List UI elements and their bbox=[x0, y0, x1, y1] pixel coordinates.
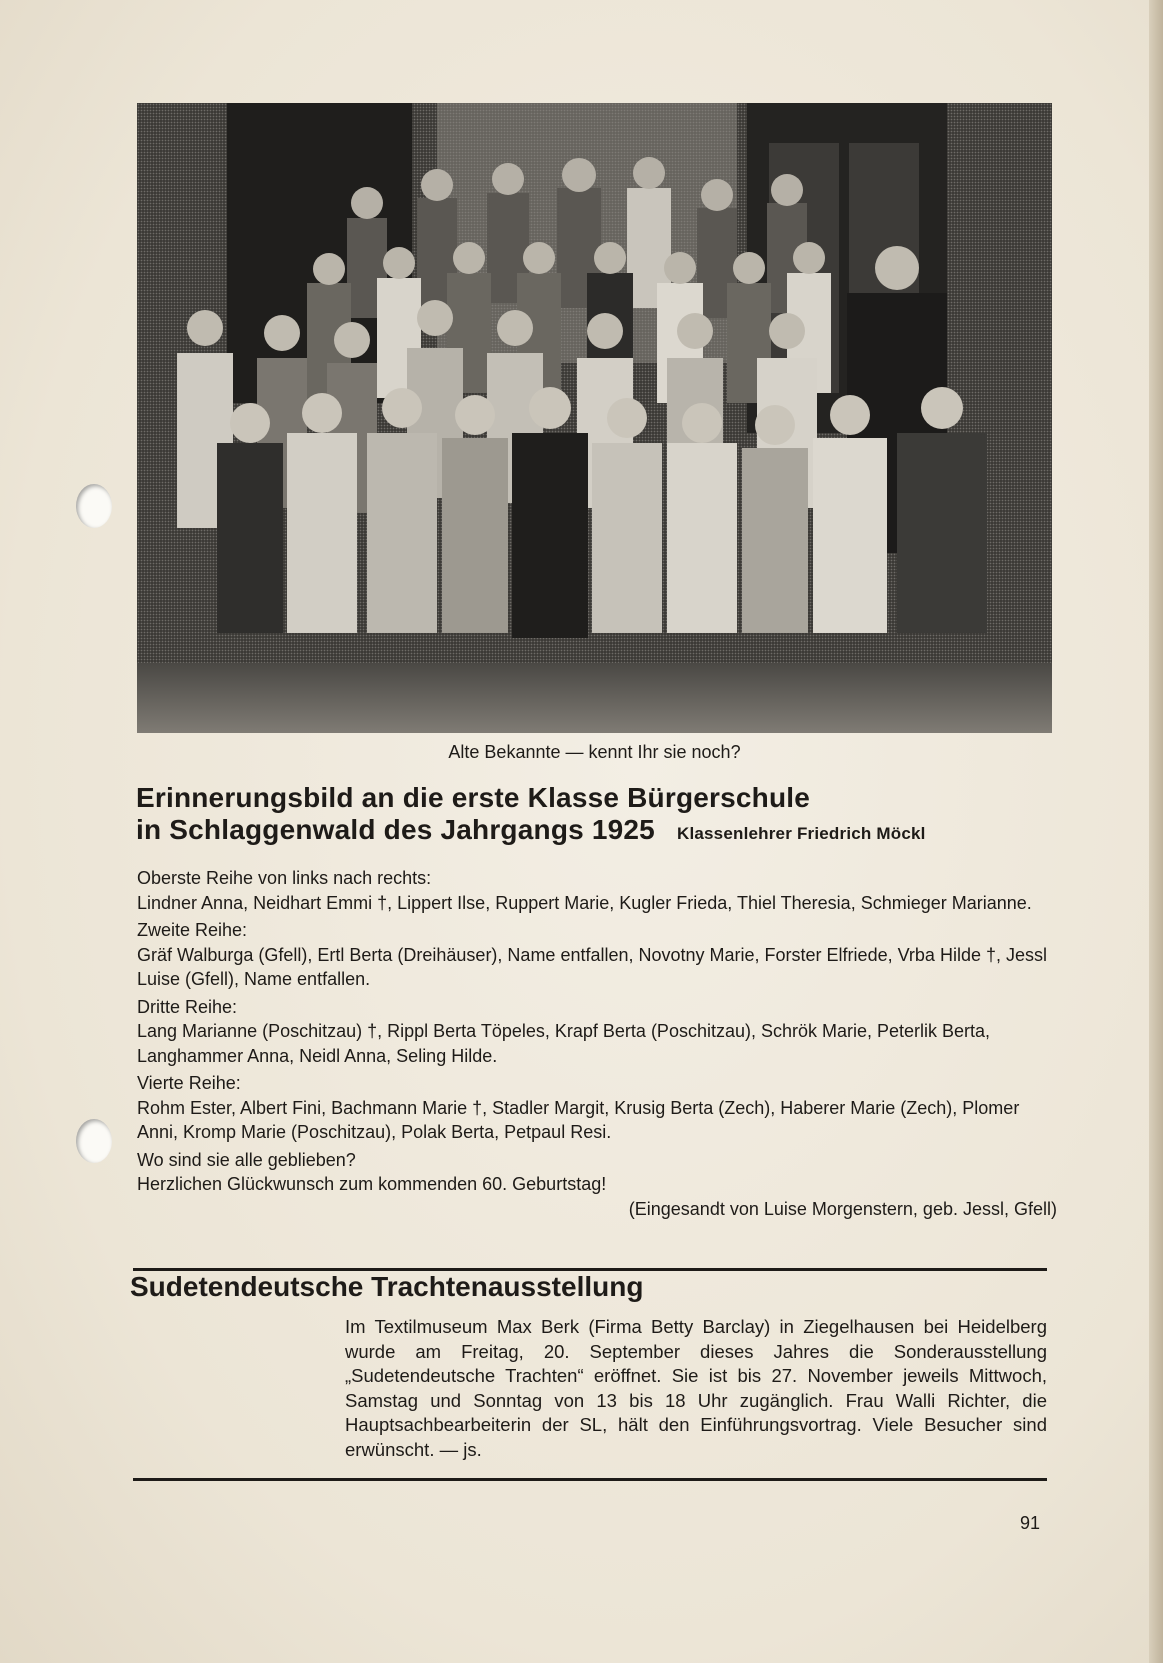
row4-label: Vierte Reihe: bbox=[137, 1073, 241, 1093]
punch-hole-bottom bbox=[76, 1119, 112, 1163]
section2-title: Sudetendeutsche Trachtenausstellung bbox=[130, 1271, 644, 1302]
row2-label: Zweite Reihe: bbox=[137, 920, 248, 940]
photo-caption: Alte Bekannte — kennt Ihr sie noch? bbox=[448, 742, 741, 762]
class-photo-image bbox=[137, 103, 1052, 733]
section2-body: Im Textilmuseum Max Berk (Firma Betty Barclay) in Ziegelhausen bei Heidelberg wurde am Freitag, 20. September dieses Jahres die Sonderausstellung „Sudetendeutsche Trachten“ eröffnet. Sie ist bis 27. November jeweils Mittwoch, Samstag und Sonntag von 13 bis 18 Uhr zugänglich. Frau Walli Richter, die Hauptsachbearbeiterin der SL, hält den Einführungsvortrag. Viele Besucher sind erwünscht. — js. bbox=[345, 1316, 1047, 1460]
row4-names: Rohm Ester, Albert Fini, Bachmann Marie †, Stadler Margit, Krusig Berta (Zech), Haberer Marie (Zech), Plomer Anni, Kromp Marie (Poschitzau), Polak Berta, Petpaul Resi. bbox=[137, 1097, 1020, 1142]
row1-names: Lindner Anna, Neidhart Emmi †, Lippert Ilse, Ruppert Marie, Kugler Frieda, Thiel Theresia, Schmieger Marianne. bbox=[137, 892, 1032, 913]
row3-label: Dritte Reihe: bbox=[137, 996, 238, 1017]
article-title-line2 bbox=[136, 814, 1066, 850]
page-edge bbox=[1149, 0, 1163, 1663]
row3-names: Lang Marianne (Poschitzau) †, Rippl Berta Töpeles, Krapf Berta (Poschitzau), Schrök Marie, Peterlik Berta, Langhammer Anna, Neidl Anna, Seling Hilde. bbox=[137, 1021, 991, 1066]
class-photo bbox=[137, 103, 1052, 733]
sender-text: (Eingesandt von Luise Morgenstern, geb. Jessl, Gfell) bbox=[628, 1198, 1057, 1219]
question-text: Wo sind sie alle geblieben? bbox=[137, 1149, 356, 1170]
row2-names: Gräf Walburga (Gfell), Ertl Berta (Dreihäuser), Name entfallen, Novotny Marie, Forster Elfriede, Vrba Hilde †, Jessl Luise (Gfell), Name entfallen. bbox=[137, 944, 1047, 989]
punch-hole-top bbox=[76, 484, 112, 528]
intro-text: Oberste Reihe von links nach rechts: bbox=[137, 868, 432, 888]
article-title-line1: Erinnerungsbild an die erste Klasse Bürgerschule bbox=[136, 782, 811, 813]
article-title bbox=[136, 782, 1066, 850]
article-body bbox=[137, 866, 1057, 1221]
greeting-text: Herzlichen Glückwunsch zum kommenden 60. Geburtstag! bbox=[137, 1174, 607, 1194]
article-title-line2-text: in Schlaggenwald des Jahrgangs 1925 bbox=[136, 814, 655, 845]
divider-bottom bbox=[133, 1478, 1047, 1481]
teacher-name: Klassenlehrer Friedrich Möckl bbox=[676, 824, 926, 843]
page-number: 91 bbox=[1020, 1513, 1041, 1533]
